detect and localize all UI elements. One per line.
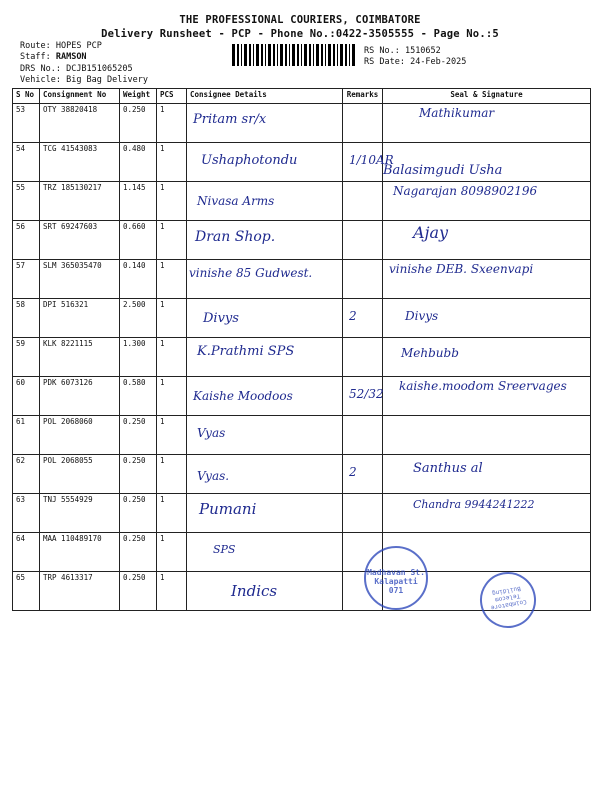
rs-date-line	[364, 57, 466, 67]
cell-weight: 0.480	[120, 143, 157, 182]
cell-consignment: POL 2068060	[40, 416, 120, 455]
barcode-bar	[232, 44, 235, 66]
barcode-bar	[352, 44, 355, 66]
cell-remarks	[343, 377, 383, 416]
cell-remarks-handwriting: 2	[349, 465, 357, 479]
cell-pcs: 1	[157, 260, 187, 299]
cell-consignment: OTY 38820418	[40, 104, 120, 143]
cell-sno: 63	[13, 494, 40, 533]
cell-remarks	[343, 221, 383, 260]
cell-weight: 0.250	[120, 572, 157, 611]
cell-consignee-handwriting: Vyas.	[197, 469, 230, 483]
cell-remarks	[343, 182, 383, 221]
cell-sno: 60	[13, 377, 40, 416]
barcode-bar	[237, 44, 239, 66]
cell-pcs: 1	[157, 182, 187, 221]
route-line	[20, 41, 102, 51]
barcode-bar	[349, 44, 350, 66]
cell-remarks	[343, 338, 383, 377]
drs-line	[20, 64, 133, 74]
table-row	[13, 377, 591, 416]
cell-consignee-handwriting: vinishe 85 Gudwest.	[189, 266, 313, 280]
column-header-weight: Weight	[120, 89, 157, 104]
cell-consignee-handwriting: SPS	[213, 543, 236, 556]
cell-signature	[383, 221, 591, 260]
cell-weight: 0.660	[120, 221, 157, 260]
cell-pcs: 1	[157, 338, 187, 377]
cell-consignment: TRP 4613317	[40, 572, 120, 611]
cell-consignment: KLK 8221115	[40, 338, 120, 377]
table-row	[13, 104, 591, 143]
vehicle-label: Vehicle:	[20, 75, 61, 85]
cell-sno: 59	[13, 338, 40, 377]
table-row	[13, 182, 591, 221]
barcode-bar	[321, 44, 323, 66]
barcode-bar	[297, 44, 299, 66]
column-header-sno: S No	[13, 89, 40, 104]
cell-signature-handwriting: Santhus al	[413, 461, 483, 476]
cell-sno: 62	[13, 455, 40, 494]
cell-pcs: 1	[157, 416, 187, 455]
route-value: HOPES PCP	[55, 41, 102, 51]
cell-signature	[383, 260, 591, 299]
cell-consignee	[187, 299, 343, 338]
cell-pcs: 1	[157, 455, 187, 494]
barcode-bar	[241, 44, 242, 66]
cell-weight: 0.140	[120, 260, 157, 299]
cell-signature-handwriting: kaishe.moodom Sreervages	[399, 379, 567, 393]
cell-sno: 54	[13, 143, 40, 182]
barcode-bar	[244, 44, 247, 66]
cell-remarks	[343, 104, 383, 143]
barcode-bar	[325, 44, 326, 66]
cell-consignee-handwriting: Pritam sr/x	[193, 112, 267, 127]
drs-label: DRS No.:	[20, 64, 61, 74]
cell-consignee	[187, 182, 343, 221]
rs-no-line	[364, 46, 441, 56]
cell-signature	[383, 182, 591, 221]
cell-weight: 0.250	[120, 494, 157, 533]
cell-consignee	[187, 533, 343, 572]
route-label: Route:	[20, 41, 51, 51]
company-title: THE PROFESSIONAL COURIERS, COIMBATORE	[179, 14, 421, 26]
cell-remarks	[343, 455, 383, 494]
cell-consignee-handwriting: Vyas	[197, 426, 226, 440]
cell-signature	[383, 494, 591, 533]
barcode-bar	[273, 44, 275, 66]
cell-signature	[383, 455, 591, 494]
barcode-bar	[249, 44, 251, 66]
rs-no-value: 1510652	[404, 46, 441, 56]
cell-pcs: 1	[157, 572, 187, 611]
vehicle-line	[20, 75, 148, 85]
cell-consignment: TNJ 5554929	[40, 494, 120, 533]
staff-label: Staff:	[20, 52, 51, 62]
cell-signature-handwriting: Nagarajan 8098902196	[393, 184, 538, 198]
rs-no-label: RS No.:	[364, 46, 400, 56]
cell-consignee	[187, 143, 343, 182]
table-row	[13, 299, 591, 338]
table-row	[13, 455, 591, 494]
cell-weight: 0.250	[120, 104, 157, 143]
cell-signature-handwriting: Divys	[405, 309, 439, 323]
table-row	[13, 143, 591, 182]
cell-consignee	[187, 455, 343, 494]
column-header-consignee: Consignee Details	[187, 89, 343, 104]
cell-sno: 56	[13, 221, 40, 260]
staff-value: RAMSON	[55, 52, 87, 62]
cell-consignee	[187, 221, 343, 260]
cell-pcs: 1	[157, 377, 187, 416]
cell-consignee-handwriting: Pumani	[199, 500, 257, 518]
cell-weight: 0.250	[120, 455, 157, 494]
cell-consignee-handwriting: Ushaphotondu	[201, 153, 298, 168]
cell-consignee-handwriting: Dran Shop.	[195, 229, 276, 245]
cell-consignment: DPI 516321	[40, 299, 120, 338]
cell-consignment: POL 2068055	[40, 455, 120, 494]
cell-remarks-handwriting: 52/32	[349, 387, 384, 401]
cell-signature	[383, 143, 591, 182]
table-row	[13, 338, 591, 377]
post-office-stamp	[364, 546, 428, 610]
vehicle-value: Big Bag Delivery	[66, 75, 148, 85]
drs-value: DCJB151065205	[66, 64, 133, 74]
barcode-bar	[313, 44, 314, 66]
barcode-bar	[333, 44, 335, 66]
cell-weight: 1.145	[120, 182, 157, 221]
cell-sno: 53	[13, 104, 40, 143]
cell-signature-handwriting: Balasimgudi Usha	[383, 163, 503, 178]
cell-weight: 1.300	[120, 338, 157, 377]
cell-consignment: MAA 110489170	[40, 533, 120, 572]
delivery-table	[12, 88, 591, 611]
staff-line	[20, 52, 87, 62]
table-row	[13, 221, 591, 260]
cell-weight: 0.250	[120, 416, 157, 455]
cell-pcs: 1	[157, 221, 187, 260]
barcode-bar	[265, 44, 266, 66]
barcode-bar	[280, 44, 283, 66]
barcode-bar	[340, 44, 343, 66]
column-header-consignment: Consignment No	[40, 89, 120, 104]
cell-consignee-handwriting: Nivasa Arms	[197, 194, 275, 208]
barcode-bar	[261, 44, 263, 66]
cell-sno: 65	[13, 572, 40, 611]
cell-remarks	[343, 494, 383, 533]
cell-sno: 61	[13, 416, 40, 455]
cell-remarks-handwriting: 2	[349, 309, 357, 323]
cell-sno: 64	[13, 533, 40, 572]
cell-signature-handwriting: Mehbubb	[401, 346, 459, 360]
cell-signature	[383, 104, 591, 143]
cell-weight: 0.250	[120, 533, 157, 572]
cell-signature-handwriting: vinishe DEB. Sxeenvapi	[389, 262, 534, 276]
cell-sno: 58	[13, 299, 40, 338]
cell-signature-handwriting: Mathikumar	[419, 106, 495, 120]
rs-date-value: 24-Feb-2025	[410, 57, 467, 67]
rs-date-label: RS Date:	[364, 57, 405, 67]
cell-weight: 2.500	[120, 299, 157, 338]
table-row	[13, 494, 591, 533]
cell-pcs: 1	[157, 143, 187, 182]
barcode-bar	[268, 44, 271, 66]
stamp-text: Madhavan St. Kalapatti 071	[367, 568, 425, 595]
cell-consignee-handwriting: Indics	[231, 582, 278, 600]
cell-consignee-handwriting: Divys	[203, 311, 239, 326]
barcode-bar	[292, 44, 295, 66]
barcode-bar	[316, 44, 319, 66]
barcode-bar	[309, 44, 311, 66]
barcode-bar	[277, 44, 278, 66]
stamp-text-2: Coimbatore Telecom Building	[490, 584, 528, 612]
barcode-bar	[289, 44, 290, 66]
table-header-row	[13, 89, 591, 104]
barcode-bar	[285, 44, 287, 66]
cell-consignee	[187, 572, 343, 611]
cell-pcs: 1	[157, 299, 187, 338]
cell-signature	[383, 416, 591, 455]
cell-remarks	[343, 260, 383, 299]
cell-signature	[383, 299, 591, 338]
barcode	[232, 44, 356, 66]
cell-consignee	[187, 338, 343, 377]
cell-consignee-handwriting: K.Prathmi SPS	[197, 344, 295, 359]
barcode-bar	[256, 44, 259, 66]
cell-consignee	[187, 377, 343, 416]
cell-remarks	[343, 143, 394, 182]
cell-consignment: PDK 6073126	[40, 377, 120, 416]
cell-weight: 0.580	[120, 377, 157, 416]
cell-consignee-handwriting: Kaishe Moodoos	[193, 389, 293, 403]
barcode-bar	[301, 44, 302, 66]
cell-pcs: 1	[157, 533, 187, 572]
cell-remarks	[343, 416, 383, 455]
barcode-bar	[345, 44, 347, 66]
cell-consignee	[187, 494, 343, 533]
barcode-bar	[328, 44, 331, 66]
cell-remarks-handwriting: 1/10AR	[349, 153, 394, 167]
cell-consignee	[187, 104, 343, 143]
cell-consignee	[187, 416, 343, 455]
cell-pcs: 1	[157, 104, 187, 143]
barcode-bar	[337, 44, 338, 66]
cell-signature	[383, 338, 591, 377]
cell-signature-handwriting: Ajay	[413, 223, 449, 242]
cell-consignment: SRT 69247603	[40, 221, 120, 260]
cell-sno: 55	[13, 182, 40, 221]
cell-consignment: TRZ 185130217	[40, 182, 120, 221]
cell-consignee	[187, 260, 343, 299]
table-row	[13, 533, 591, 572]
column-header-remarks: Remarks	[343, 89, 383, 104]
cell-signature-handwriting: Chandra 9944241222	[413, 498, 535, 511]
table-row	[13, 260, 591, 299]
barcode-bar	[304, 44, 307, 66]
barcode-bar	[253, 44, 254, 66]
runsheet-subtitle: Delivery Runsheet - PCP - Phone No.:0422-3505555 - Page No.:5	[101, 28, 499, 40]
column-header-pcs: PCS	[157, 89, 187, 104]
column-header-signature: Seal & Signature	[383, 89, 591, 104]
cell-signature	[383, 377, 591, 416]
cell-consignment: SLM 365035470	[40, 260, 120, 299]
cell-sno: 57	[13, 260, 40, 299]
cell-remarks	[343, 299, 383, 338]
table-row	[13, 416, 591, 455]
cell-consignment: TCG 41543083	[40, 143, 120, 182]
cell-pcs: 1	[157, 494, 187, 533]
